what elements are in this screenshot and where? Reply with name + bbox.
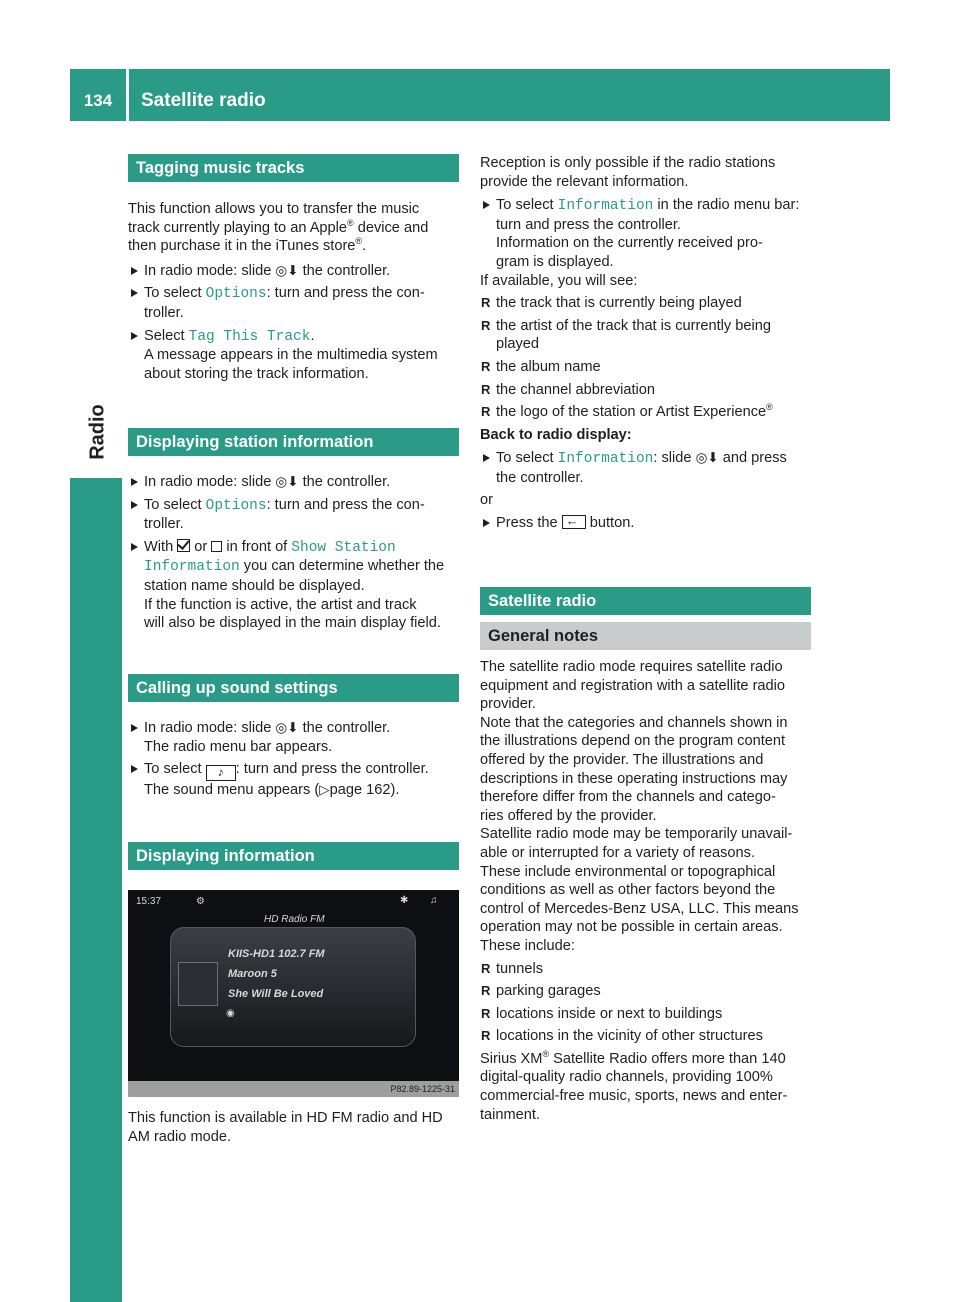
- step-item: With or in front of Show Station Information you can determine whether the station name should be displayed. If the function is active, the artist and track will also be displayed in the main display field.: [128, 538, 459, 633]
- controller-slide-icon: ◎⬇: [275, 474, 299, 489]
- section-tagging-title: Tagging music tracks: [128, 154, 459, 182]
- general-notes-body: The satellite radio mode requires satellite radio equipment and registration with a satellite radio provider. Note that the categories and channels shown in the illustrations depend on the program content offered by the provider. The illustrations and descriptions in these operating instructions may therefore differ from the channels and catego- ries offered by the provider. Satellite radio mode may be temporarily unavail- able or interrupted for a variety of reasons. These include environmental or topographical conditions as well as other factors beyond the control of Mercedes-Benz USA, LLC. This means operation may not be possible in certain areas. These include: R tunnels R parking garages R locations inside or next to buildings R locations in the vicinity of other structures Sirius XM® Satellite Radio offers more than 140 digital-quality radio channels, providing 100% commercial-free music, sports, news and enter- tainment.: [480, 658, 811, 1124]
- menu-option: Options: [205, 286, 267, 303]
- list-item: R the artist of the track that is currently being played: [480, 317, 811, 354]
- info-body: Reception is only possible if the radio stations provide the relevant information. To select Information in the radio menu bar: turn and press the controller. Information on the currently received pro- gram is displayed. If available, you will see: R the track that is currently being played R the artist of the track that is currently being played R the album name R the channel abbreviation R the logo of the station or Artist Experience® Back to radio display: To select Information: slide ◎⬇ and press the controller. or Press the ← button.: [480, 154, 811, 533]
- page-ref-icon: ▷: [319, 782, 330, 798]
- controller-slide-icon: ◎⬇: [695, 450, 719, 466]
- settings-icon: ⚙: [196, 896, 205, 907]
- step-item: To select Information: slide ◎⬇ and press the controller.: [480, 449, 811, 487]
- step-item: To select Options: turn and press the con- troller.: [128, 284, 459, 322]
- list-item: R tunnels: [480, 960, 811, 979]
- section-general-notes-title: General notes: [480, 622, 811, 650]
- step-item: In radio mode: slide ◎⬇ the controller.: [128, 262, 459, 281]
- section-sound-title: Calling up sound settings: [128, 674, 459, 702]
- list-item: R locations in the vicinity of other structures: [480, 1027, 811, 1046]
- section-satellite-title: Satellite radio: [480, 587, 811, 615]
- screen-artist: Maroon 5: [228, 968, 277, 980]
- music-note-icon: ♪: [206, 765, 236, 781]
- page-title: Satellite radio: [141, 90, 266, 111]
- checkbox-empty-icon: [211, 541, 222, 552]
- section-sound-body: [128, 719, 459, 800]
- radio-display-screenshot: [128, 890, 459, 1097]
- chapter-label: Radio: [86, 404, 109, 460]
- screen-station: KIIS-HD1 102.7 FM: [228, 948, 325, 960]
- step-item: In radio mode: slide ◎⬇ the controller.: [128, 473, 459, 492]
- step-item: To select ♪ : turn and press the controller. The sound menu appears (▷page 162).: [128, 760, 459, 800]
- menu-option: Information: [144, 559, 240, 576]
- registered-mark: ®: [766, 402, 773, 413]
- page-number: 134: [83, 91, 113, 110]
- menu-option: Show Station: [291, 539, 396, 556]
- section-display-info-title: Displaying information: [128, 842, 459, 870]
- list-item: R the channel abbreviation: [480, 381, 811, 400]
- screen-track: She Will Be Loved: [228, 988, 324, 1000]
- step-item: Select Tag This Track. A message appears in the multimedia system about storing the track information.: [128, 327, 459, 384]
- figure-code: P82.89-1225-31: [390, 1084, 455, 1094]
- album-cover-icon: [178, 962, 218, 1006]
- controller-slide-icon: ◎⬇: [275, 720, 299, 735]
- list-item: R locations inside or next to buildings: [480, 1005, 811, 1024]
- page-header: [70, 69, 890, 121]
- more-icon: ◉: [226, 1008, 235, 1019]
- step-item: To select Options: turn and press the con- troller.: [128, 496, 459, 534]
- registered-mark: ®: [355, 236, 363, 247]
- registered-mark: ®: [347, 217, 354, 228]
- sound-icon: ♫: [430, 895, 438, 906]
- step-item: To select Information in the radio menu bar: turn and press the controller. Information on the currently received pro- gram is displayed.: [480, 196, 811, 271]
- screen-mode: HD Radio FM: [264, 914, 325, 925]
- menu-option: Tag This Track: [188, 328, 311, 345]
- list-item: R parking garages: [480, 982, 811, 1001]
- screen-clock: 15:37: [136, 896, 162, 907]
- controller-slide-icon: ◎⬇: [275, 262, 299, 278]
- header-divider: [126, 69, 129, 121]
- step-item: In radio mode: slide ◎⬇ the controller. The radio menu bar appears.: [128, 719, 459, 756]
- list-item: R the logo of the station or Artist Experience®: [480, 403, 811, 422]
- section-station-info-title: Displaying station information: [128, 428, 459, 456]
- menu-option: Information: [557, 451, 654, 468]
- step-item: Press the ← button.: [480, 514, 811, 533]
- mercedes-star-icon: ✱: [400, 895, 409, 906]
- checkbox-checked-icon: [177, 539, 190, 552]
- section-display-info-body: This function is available in HD FM radio and HD AM radio mode.: [128, 1110, 443, 1145]
- menu-option: Information: [557, 198, 654, 215]
- chapter-bar: [70, 478, 122, 1302]
- list-item: R the album name: [480, 358, 811, 377]
- list-item: R the track that is currently being played: [480, 294, 811, 313]
- section-station-info-body: [128, 473, 459, 633]
- section-tagging-body: This function allows you to transfer the music track currently playing to an Apple® device and then purchase it in the iTunes store®. In radio mode: slide ◎⬇ the controller. To select Options: turn and press the con- troller. Select Tag This Track. A message appears in the multimedia system about storing the track information.: [128, 200, 459, 383]
- menu-option: Options: [205, 497, 267, 514]
- back-button-icon: [562, 515, 586, 529]
- back-to-radio-heading: Back to radio display:: [480, 426, 632, 443]
- registered-mark: ®: [542, 1048, 550, 1059]
- figure-code-bar: [128, 1081, 459, 1097]
